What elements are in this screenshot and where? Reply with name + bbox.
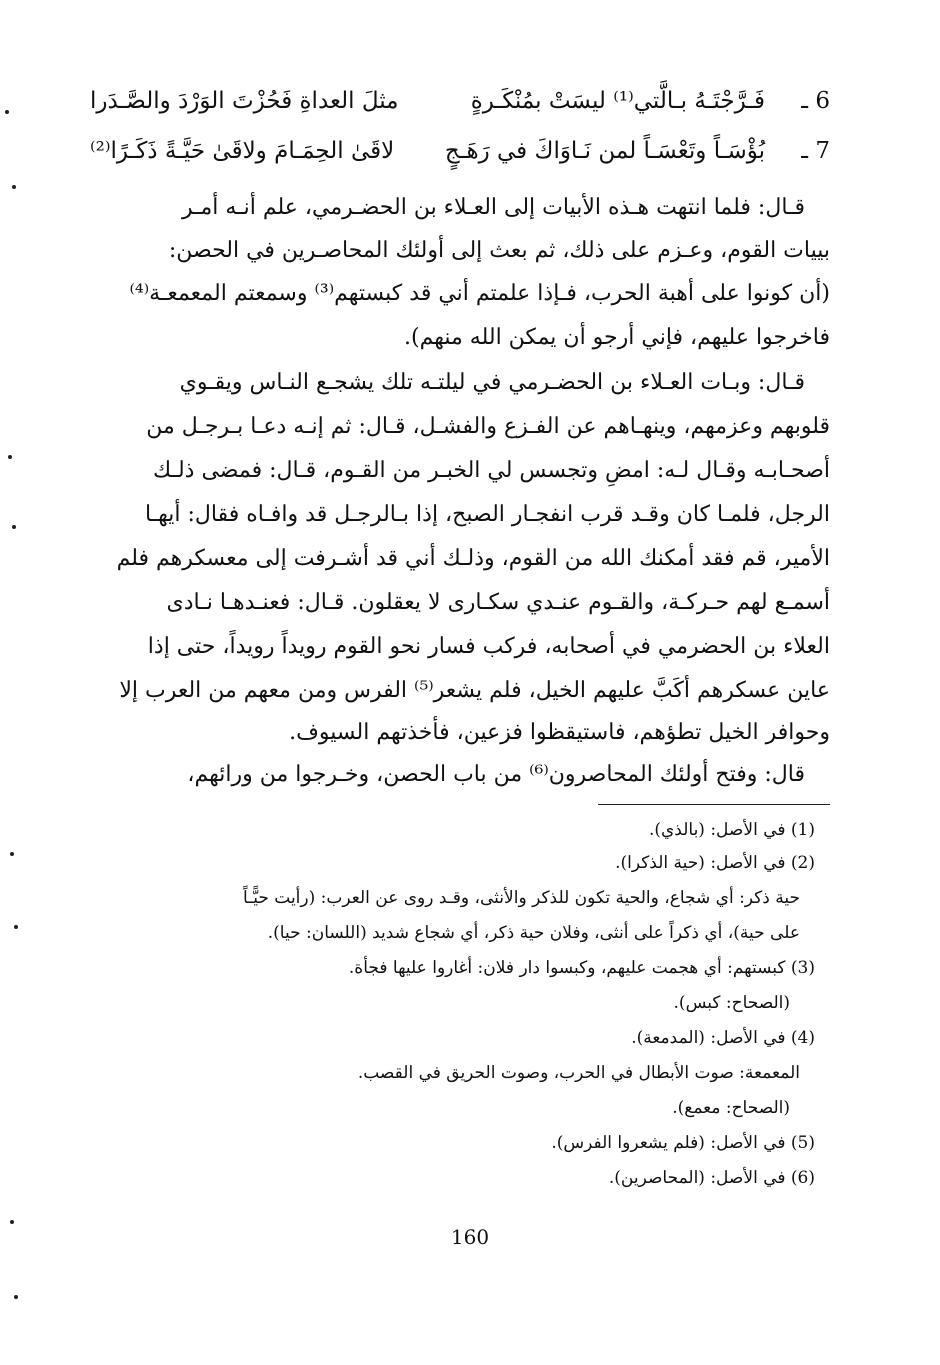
scan-speck <box>14 1295 18 1299</box>
footnote-separator <box>598 804 830 805</box>
footnote-3-source: (الصحاح: كبس). <box>673 993 790 1013</box>
footnote-6: (6) في الأصل: (المحاصرين). <box>608 1168 815 1188</box>
scan-speck <box>10 1220 14 1224</box>
footnote-4-source: (الصحاح: معمع). <box>672 1098 790 1118</box>
footnote-1: (1) في الأصل: (بالذي). <box>648 820 815 840</box>
scan-speck <box>8 455 12 459</box>
footnote-2: (2) في الأصل: (حية الذكرا). <box>615 853 815 873</box>
text-line: العلاء بن الحضرمي في أصحابه، فركب فسار نحو القوم رويداً رويداً، حتى إذا <box>147 634 830 659</box>
footnote-2-note: حية ذكر: أي شجاع، والحية تكون للذكر والأنثى، وقـد روى عن العرب: (رأيت حيًّـاً <box>243 888 800 908</box>
verse-number: 7 ـ <box>801 138 830 164</box>
scan-speck <box>12 185 16 189</box>
scan-speck <box>10 852 14 856</box>
scan-speck <box>12 525 16 529</box>
text-line: قـال: وبـات العـلاء بن الحضـرمي في ليلتـه تلك يشجـع النـاس ويقـوي <box>179 370 805 395</box>
text-line: أصحـابـه وقـال لـه: امضِ وتجسس لي الخبـر من القـوم، قـال: فمضى ذلـك <box>152 458 830 483</box>
footnote-4-note: المعمعة: صوت الأبطال في الحرب، وصوت الحريق في القصب. <box>357 1063 800 1083</box>
text-line: عاين عسكرهم أكَبَّ عليهم الخيل، فلم يشعر⁽⁵⁾ الفرس ومن معهم من العرب إلا <box>119 678 830 703</box>
verse-first-hemistich: فَـرَّجْتَـهُ بـالَّتي⁽¹⁾ ليسَتْ بمُنْكَـرةٍ <box>470 88 765 114</box>
page-number: 160 <box>450 1225 490 1249</box>
text-line: فاخرجوا عليهم، فإني أرجو أن يمكن الله منهم). <box>404 325 830 350</box>
verse-second-hemistich: لاقَىٰ الحِمَـامَ ولاقَىٰ حَيَّـةً ذَكَـرًا⁽²⁾ <box>90 138 395 164</box>
footnote-2-note: على حية)، أي ذكراً على أنثى، وفلان حية ذكر، أي شجاع شديد (اللسان: حيا). <box>267 923 800 943</box>
text-line: (أن كونوا على أهبة الحرب، فـإذا علمتم أني قد كبستهم⁽³⁾ وسمعتم المعمعـة⁽⁴⁾ <box>129 281 830 306</box>
verse-7 <box>70 138 830 178</box>
text-line: قال: وفتح أولئك المحاصرون⁽⁶⁾ من باب الحصن، وخـرجوا من ورائهم، <box>187 762 805 787</box>
scan-speck <box>14 925 18 929</box>
text-line: قلوبهم وعزمهم، وينهـاهم عن الفـزع والفشـل، قـال: ثم إنـه دعـا بـرجـل من <box>146 414 830 439</box>
footnote-3: (3) كبستهم: أي هجمت عليهم، وكبسوا دار فلان: أغاروا عليها فجأة. <box>348 958 815 978</box>
text-line: الأمير، قم فقد أمكنك الله من القوم، وذلـك أني قد أشـرفت إلى معسكرهم فلم <box>116 546 830 571</box>
verse-number: 6 ـ <box>801 88 830 114</box>
footnote-4: (4) في الأصل: (المدمعة). <box>631 1028 815 1048</box>
text-line: وحوافر الخيل تطؤهم، فاستيقظوا فزعين، فأخذتهم السيوف. <box>289 720 830 745</box>
verse-second-hemistich: مثلَ العداةِ فَحُزْتَ الوَرْدَ والصَّـدَرا <box>90 88 399 114</box>
footnote-5: (5) في الأصل: (فلم يشعروا الفرس). <box>551 1133 815 1153</box>
text-line: الرجل، فلمـا كان وقـد قرب انفجـار الصبح، إذا بـالرجـل قد وافـاه فقال: أيهـا <box>144 502 830 527</box>
text-line: بييات القوم، وعـزم على ذلك، ثم بعث إلى أولئك المحاصـرين في الحصن: <box>168 238 830 263</box>
text-line: أسمـع لهم حـركـة، والقـوم عنـدي سكـارى لا يعقلون. قـال: فعنـدهـا نـادى <box>166 590 830 615</box>
verse-6 <box>70 88 830 128</box>
verse-first-hemistich: بُؤْسَـاً وتَعْسَـاً لمن نَـاوَاكَ في رَهَـجٍ <box>444 138 765 164</box>
scan-speck <box>5 110 9 114</box>
text-line: قـال: فلما انتهت هـذه الأبيات إلى العـلاء بن الحضـرمي، علم أنـه أمـر <box>181 195 805 220</box>
